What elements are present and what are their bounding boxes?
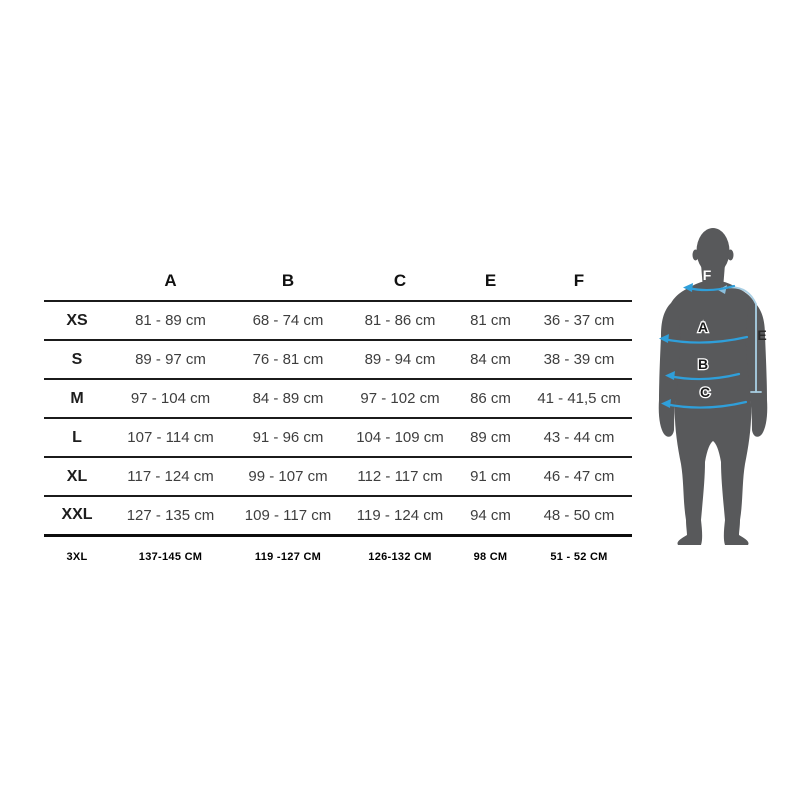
- size-table-header: [44, 262, 632, 301]
- table-row-S: [44, 340, 632, 379]
- measurement-cell: 98 см: [473, 546, 508, 564]
- measurement-cell: 91 - 96 cm: [231, 418, 345, 457]
- neck-label: F: [702, 267, 712, 283]
- measurement-cell: 81 - 86 cm: [345, 301, 455, 340]
- table-row-3XL: [44, 535, 632, 575]
- measurement-cell: 36 - 37 cm: [526, 301, 632, 340]
- measurement-cell: 81 cm: [455, 301, 526, 340]
- column-header-F: F: [526, 262, 632, 301]
- measurement-cell: 97 - 104 cm: [110, 379, 231, 418]
- body-silhouette: [659, 228, 768, 545]
- measurement-cell: 97 - 102 cm: [345, 379, 455, 418]
- size-label: 3XL: [66, 546, 88, 564]
- measurement-cell: 43 - 44 cm: [526, 418, 632, 457]
- measurement-cell: 46 - 47 cm: [526, 457, 632, 496]
- table-row-XS: [44, 301, 632, 340]
- measurement-cell: 99 - 107 cm: [231, 457, 345, 496]
- column-header-B: B: [231, 262, 345, 301]
- size-label: XXL: [44, 496, 110, 535]
- measurement-cell: 38 - 39 cm: [526, 340, 632, 379]
- size-label: XL: [44, 457, 110, 496]
- size-label: M: [44, 379, 110, 418]
- column-header-A: A: [110, 262, 231, 301]
- measurement-cell: 48 - 50 cm: [526, 496, 632, 535]
- size-table: [44, 262, 632, 575]
- measurement-cell: 84 - 89 cm: [231, 379, 345, 418]
- table-row-L: [44, 418, 632, 457]
- chest-label: A: [697, 319, 709, 335]
- measurement-cell: 81 - 89 cm: [110, 301, 231, 340]
- male-silhouette-figure: [650, 226, 776, 548]
- hip-label: C: [699, 384, 711, 400]
- measurement-cell: 89 - 97 cm: [110, 340, 231, 379]
- measurement-cell: 89 - 94 cm: [345, 340, 455, 379]
- measurement-cell: 109 - 117 cm: [231, 496, 345, 535]
- size-table-body: [44, 301, 632, 575]
- column-header-C: C: [345, 262, 455, 301]
- measurement-cell: 126-132 см: [368, 546, 432, 564]
- sleeve-label: E: [757, 327, 767, 343]
- measurement-cell: 91 cm: [455, 457, 526, 496]
- measurement-cell: 119 - 124 cm: [345, 496, 455, 535]
- size-label: S: [44, 340, 110, 379]
- torso-legs-shape: [669, 280, 756, 545]
- table-row-XL: [44, 457, 632, 496]
- table-row-XXL: [44, 496, 632, 535]
- measurement-cell: 51 - 52 см: [550, 546, 608, 564]
- measurement-cell: 119 -127 см: [254, 546, 322, 564]
- measurement-cell: 84 cm: [455, 340, 526, 379]
- measurement-cell: 76 - 81 cm: [231, 340, 345, 379]
- size-label: XS: [44, 301, 110, 340]
- measurement-cell: 41 - 41,5 cm: [526, 379, 632, 418]
- measurement-cell: 127 - 135 cm: [110, 496, 231, 535]
- measurement-cell: 117 - 124 cm: [110, 457, 231, 496]
- measurement-cell: 104 - 109 cm: [345, 418, 455, 457]
- measurement-cell: 89 cm: [455, 418, 526, 457]
- size-label: L: [44, 418, 110, 457]
- measurement-cell: 68 - 74 cm: [231, 301, 345, 340]
- measurement-cell: 86 cm: [455, 379, 526, 418]
- measurement-cell: 137-145 см: [138, 546, 203, 564]
- measurement-cell: 107 - 114 cm: [110, 418, 231, 457]
- measurement-cell: 94 cm: [455, 496, 526, 535]
- measurement-cell: 112 - 117 cm: [345, 457, 455, 496]
- body-measurement-diagram: [650, 226, 776, 548]
- header-row: [44, 262, 632, 301]
- column-header-E: E: [455, 262, 526, 301]
- waist-label: B: [697, 356, 709, 372]
- size-column-header: [44, 262, 110, 301]
- table-row-M: [44, 379, 632, 418]
